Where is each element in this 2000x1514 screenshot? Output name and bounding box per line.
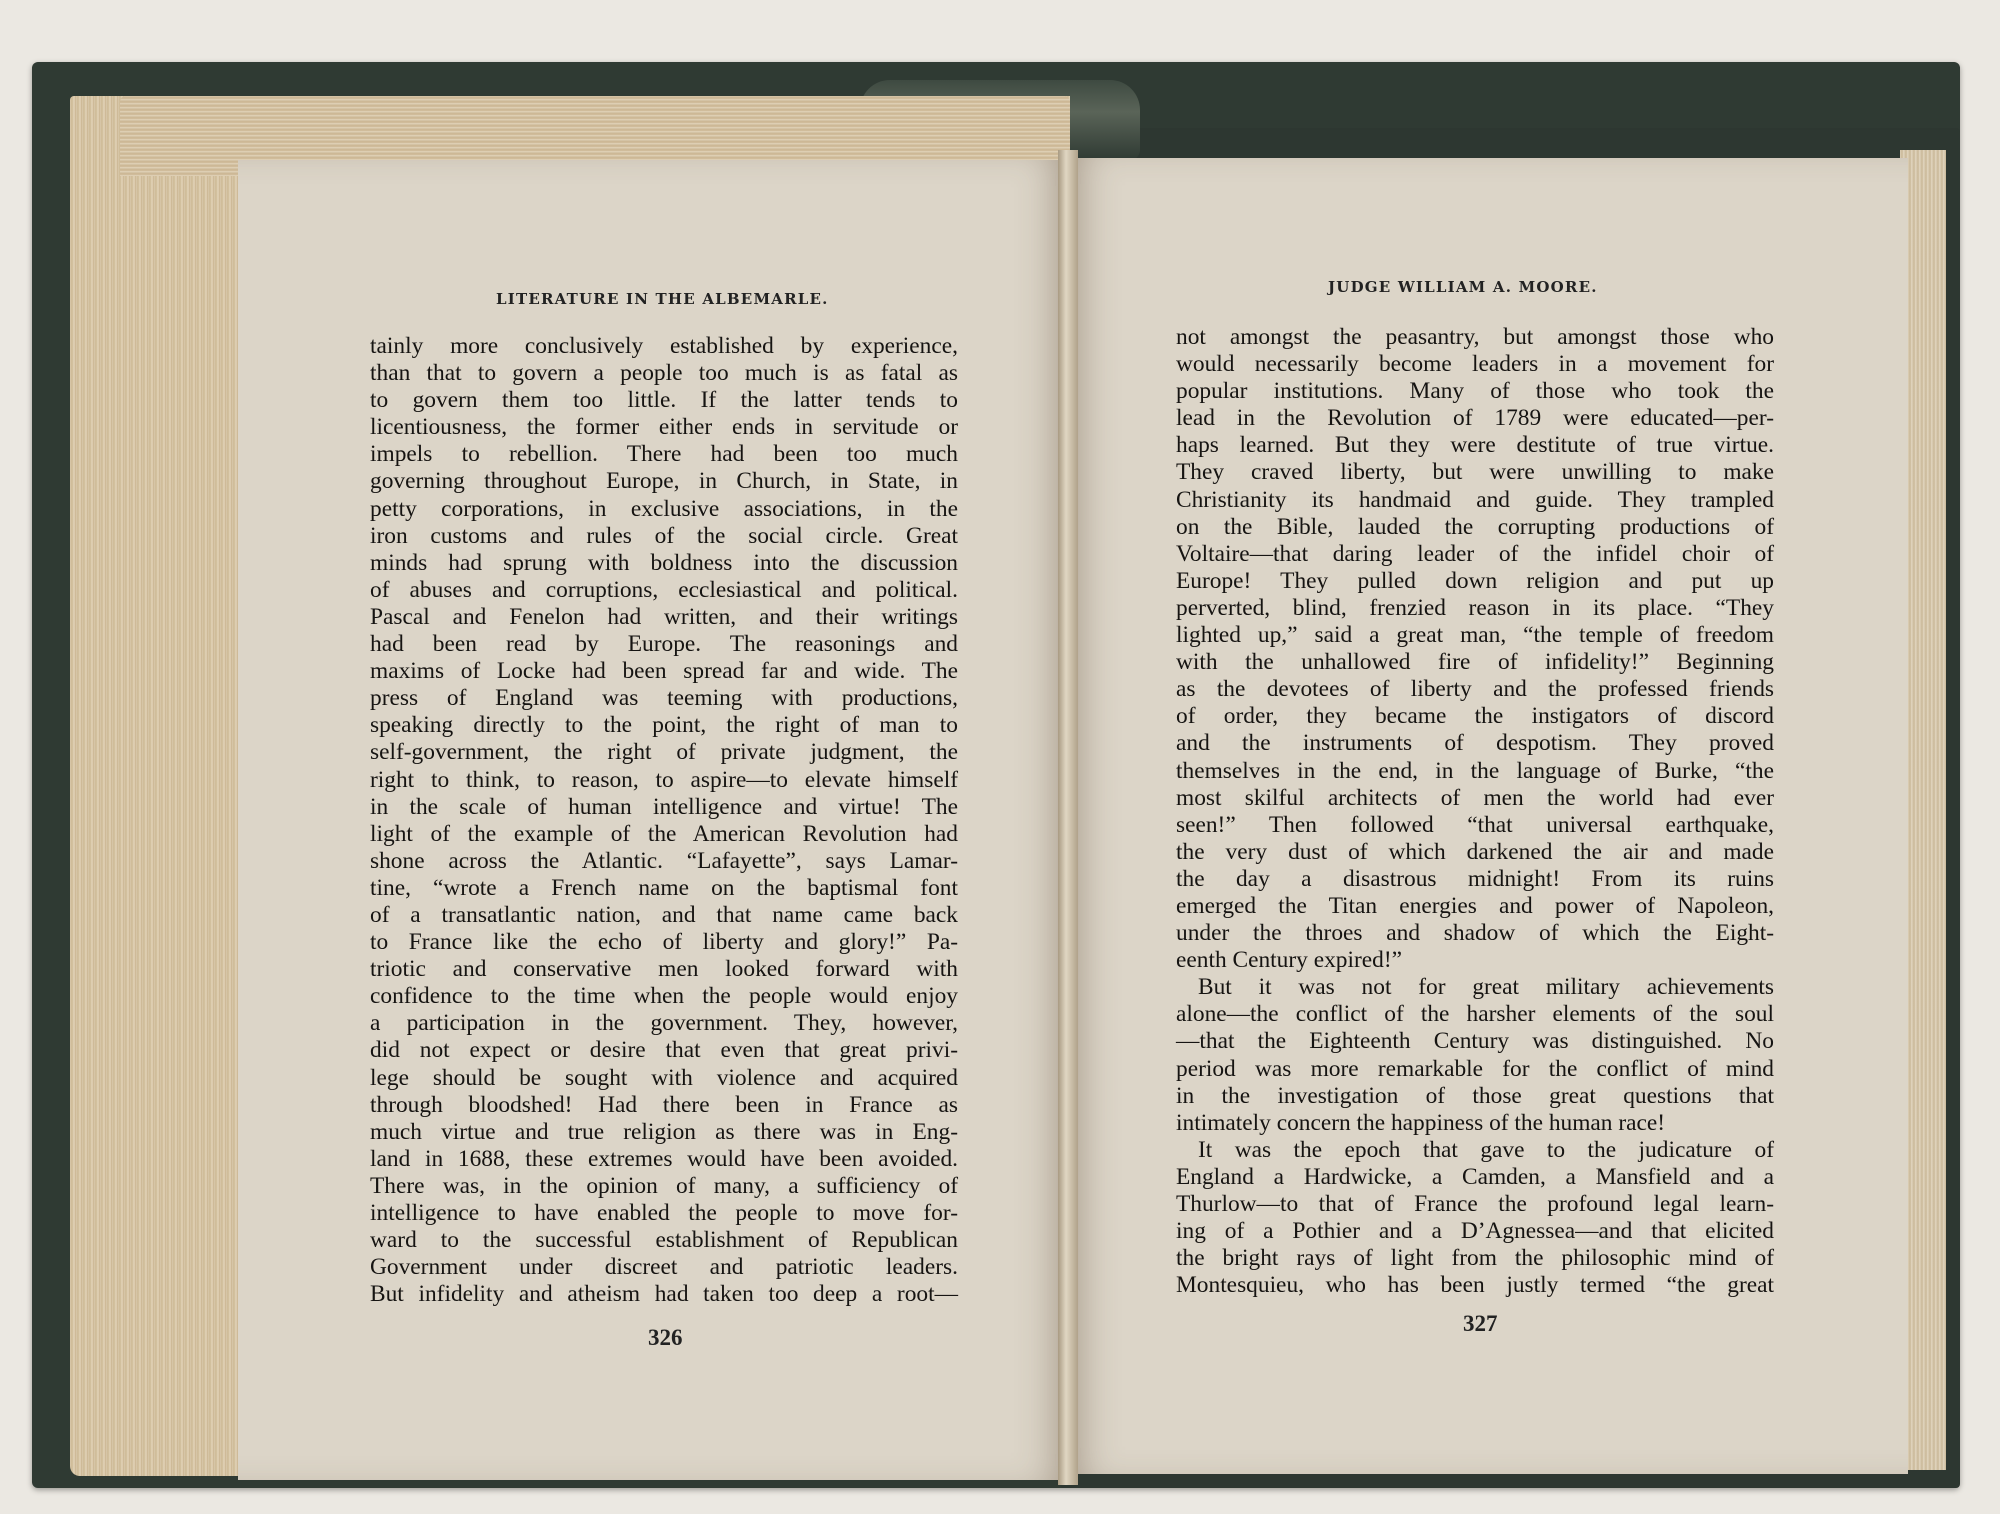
text-line: Europe! They pulled down religion and put up: [1176, 567, 1774, 594]
text-line: self-government, the right of private judgment, the: [370, 739, 958, 766]
text-line: Christianity its handmaid and guide. They trampled: [1176, 486, 1774, 513]
text-line: a participation in the government. They, however,: [370, 1010, 958, 1037]
text-line: It was the epoch that gave to the judicature of: [1198, 1136, 1774, 1163]
text-line: right to think, to reason, to aspire—to elevate himself: [370, 766, 958, 793]
text-line: intimately concern the happiness of the human race!: [1176, 1109, 1666, 1136]
text-line: tainly more conclusively established by experience,: [370, 333, 958, 359]
text-line: shone across the Atlantic. “Lafayette”, says Lamar-: [370, 847, 958, 874]
text-line: light of the example of the American Revolution had: [370, 820, 958, 847]
text-line: Voltaire—that daring leader of the infidel choir of: [1176, 540, 1774, 567]
text-line: licentiousness, the former either ends in servitude or: [370, 414, 958, 441]
text-line: But infidelity and atheism had taken too deep a root—: [370, 1281, 958, 1308]
text-line: triotic and conservative men looked forward with: [370, 956, 958, 983]
text-line: did not expect or desire that even that great privi-: [370, 1037, 958, 1064]
text-line: much virtue and true religion as there was in Eng-: [370, 1118, 958, 1145]
text-line: emerged the Titan energies and power of Napoleon,: [1176, 892, 1774, 919]
text-line: governing throughout Europe, in Church, in State, in: [370, 468, 958, 495]
text-line: the day a disastrous midnight! From its ruins: [1176, 865, 1774, 892]
text-line: period was more remarkable for the conflict of mind: [1176, 1055, 1774, 1082]
text-line: popular institutions. Many of those who took the: [1176, 378, 1774, 405]
text-line: as the devotees of liberty and the professed friends: [1176, 676, 1774, 703]
text-line: There was, in the opinion of many, a sufficiency of: [370, 1172, 958, 1199]
text-line: tine, “wrote a French name on the baptismal font: [370, 874, 958, 901]
text-line: the very dust of which darkened the air and made: [1176, 838, 1774, 865]
left-running-head: LITERATURE IN THE ALBEMARLE.: [496, 290, 829, 308]
text-line: of abuses and corruptions, ecclesiastical and political.: [370, 576, 958, 603]
text-line: the bright rays of light from the philosophic mind of: [1176, 1245, 1774, 1272]
text-line: They craved liberty, but were unwilling to make: [1176, 459, 1774, 486]
text-line: of a transatlantic nation, and that name came back: [370, 901, 958, 928]
text-line: than that to govern a people too much is as fatal as: [370, 360, 958, 387]
right-running-head: JUDGE WILLIAM A. MOORE.: [1328, 278, 1598, 296]
text-line: impels to rebellion. There had been too much: [370, 441, 958, 468]
text-line: speaking directly to the point, the right of man to: [370, 712, 958, 739]
text-line: minds had sprung with boldness into the discussion: [370, 549, 958, 576]
text-line: Government under discreet and patriotic leaders.: [370, 1254, 958, 1281]
text-line: to France like the echo of liberty and glory!” Pa-: [370, 929, 958, 956]
text-line: in the investigation of those great questions that: [1176, 1082, 1774, 1109]
text-line: would necessarily become leaders in a movement for: [1176, 351, 1774, 378]
text-line: ing of a Pothier and a D’Agnessea—and that elicited: [1176, 1218, 1774, 1245]
text-line: ward to the successful establishment of Republican: [370, 1227, 958, 1254]
text-line: most skilful architects of men the world had ever: [1176, 784, 1774, 811]
book-gutter: [1058, 150, 1078, 1485]
text-line: had been read by Europe. The reasonings and: [370, 631, 958, 658]
text-line: —that the Eighteenth Century was distinguished. No: [1176, 1028, 1774, 1055]
text-line: with the unhallowed fire of infidelity!” Beginning: [1176, 649, 1774, 676]
text-line: But it was not for great military achievements: [1198, 974, 1774, 1001]
text-line: of order, they became the instigators of discord: [1176, 703, 1774, 730]
right-body-text: [1176, 324, 1774, 1299]
text-line: in the scale of human intelligence and virtue! The: [370, 793, 958, 820]
text-line: iron customs and rules of the social circle. Great: [370, 522, 958, 549]
left-body-text: [370, 333, 958, 1308]
text-line: England a Hardwicke, a Camden, a Mansfield and a: [1176, 1163, 1774, 1190]
text-line: Thurlow—to that of France the profound legal learn-: [1176, 1191, 1774, 1217]
text-line: and the instruments of despotism. They proved: [1176, 730, 1774, 757]
text-line: lighted up,” said a great man, “the temple of freedom: [1176, 622, 1774, 649]
text-line: lead in the Revolution of 1789 were educated—per-: [1176, 405, 1774, 432]
text-line: petty corporations, in exclusive associations, in the: [370, 495, 958, 522]
right-page-number: 327: [1463, 1311, 1498, 1336]
text-line: Montesquieu, who has been justly termed “the great: [1176, 1272, 1774, 1299]
text-line: land in 1688, these extremes would have been avoided.: [370, 1145, 958, 1172]
text-line: eenth Century expired!”: [1176, 947, 1403, 974]
text-line: confidence to the time when the people would enjoy: [370, 983, 958, 1010]
text-line: press of England was teeming with productions,: [370, 685, 958, 712]
text-line: Pascal and Fenelon had written, and their writings: [370, 603, 958, 630]
text-line: not amongst the peasantry, but amongst those who: [1176, 324, 1774, 350]
text-line: intelligence to have enabled the people to move for-: [370, 1200, 958, 1226]
text-line: to govern them too little. If the latter tends to: [370, 387, 958, 414]
text-line: haps learned. But they were destitute of true virtue.: [1176, 432, 1774, 459]
text-line: seen!” Then followed “that universal earthquake,: [1176, 811, 1774, 838]
text-line: on the Bible, lauded the corrupting productions of: [1176, 513, 1774, 540]
text-line: perverted, blind, frenzied reason in its place. “They: [1176, 594, 1774, 621]
text-line: under the throes and shadow of which the Eight-: [1176, 920, 1774, 947]
text-line: alone—the conflict of the harsher elements of the soul: [1176, 1001, 1774, 1028]
left-page-number: 326: [648, 1325, 683, 1350]
text-line: lege should be sought with violence and acquired: [370, 1064, 958, 1091]
text-line: through bloodshed! Had there been in France as: [370, 1091, 958, 1118]
text-line: themselves in the end, in the language of Burke, “the: [1176, 757, 1774, 784]
text-line: maxims of Locke had been spread far and wide. The: [370, 658, 958, 685]
